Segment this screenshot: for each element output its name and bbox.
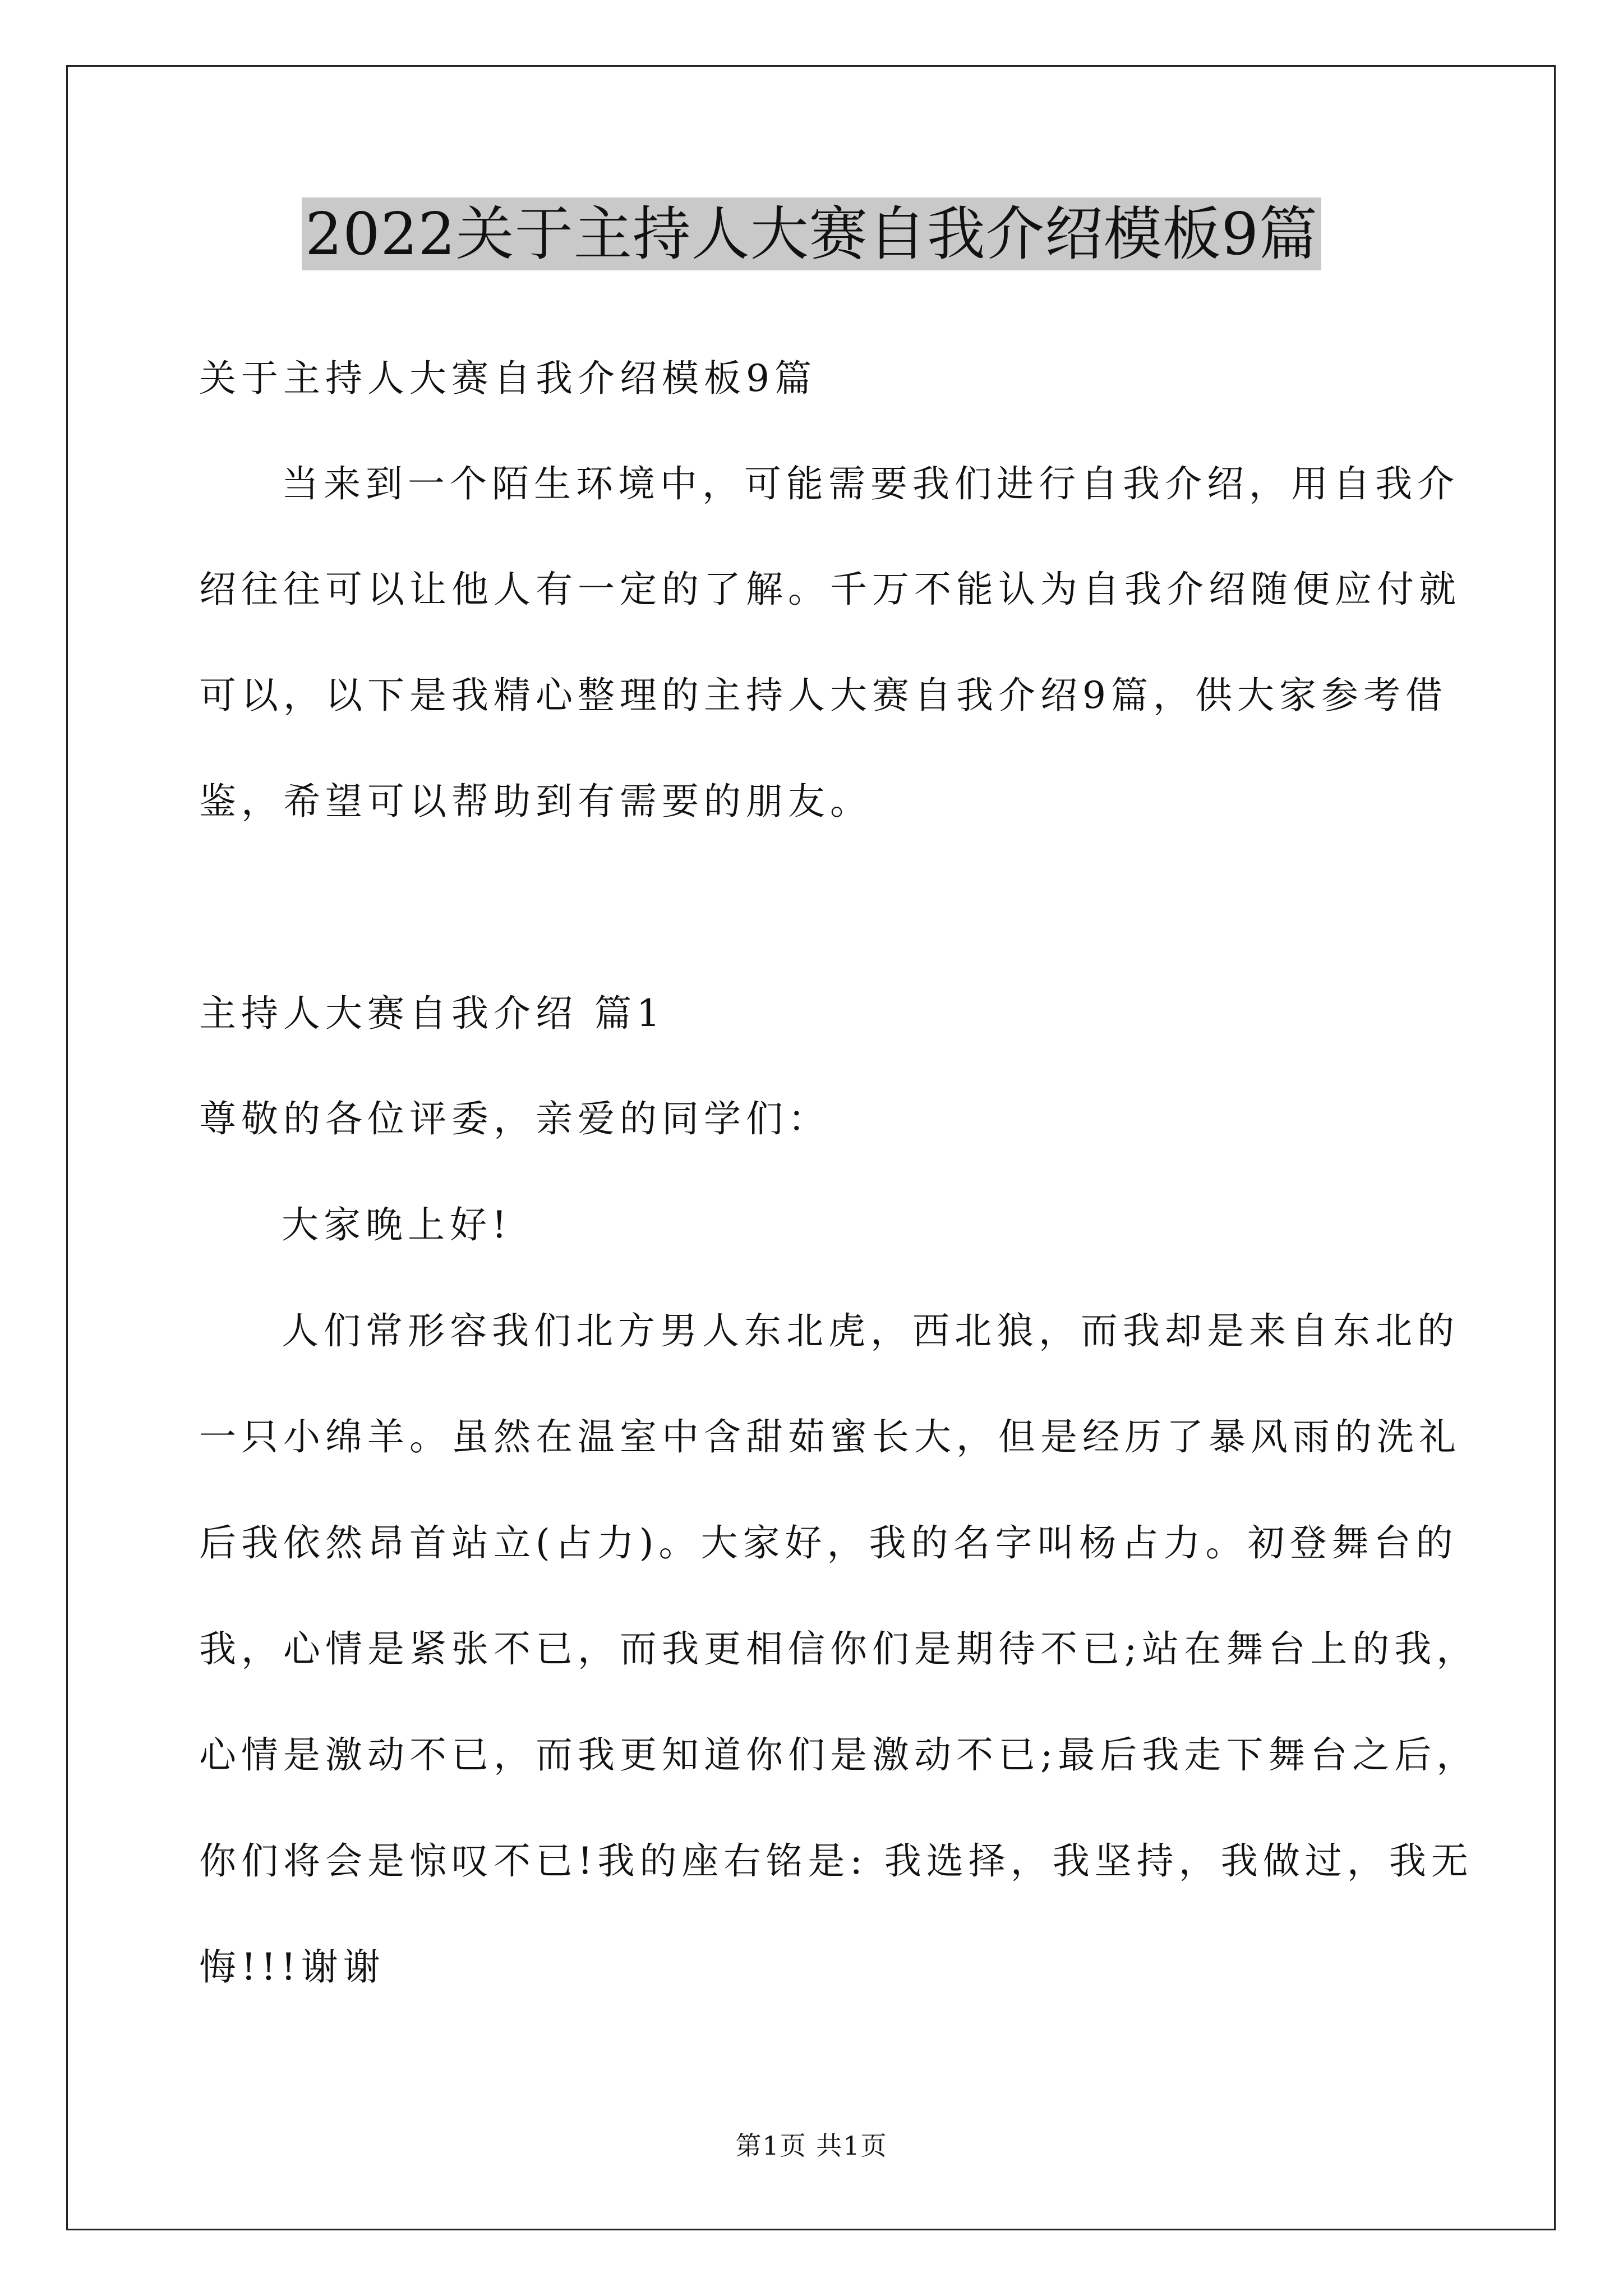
salutation: 尊敬的各位评委，亲爱的同学们：: [199, 1097, 830, 1140]
body-line-5: 心情是激动不已，而我更知道你们是激动不已;最后我走下舞台之后，: [199, 1733, 1479, 1777]
intro-line-2: 绍往往可以让他人有一定的了解。千万不能认为自我介绍随便应付就: [199, 568, 1461, 611]
greeting: 大家晚上好!: [282, 1203, 512, 1246]
section-heading: 主持人大赛自我介绍 篇1: [199, 992, 665, 1035]
document-title-wrapper: [0, 197, 1623, 270]
body-line-1: 人们常形容我们北方男人东北虎，西北狼，而我却是来自东北的: [282, 1309, 1459, 1352]
intro-line-4: 鉴，希望可以帮助到有需要的朋友。: [199, 780, 872, 823]
intro-line-3: 可以，以下是我精心整理的主持人大赛自我介绍9篇，供大家参考借: [199, 674, 1447, 717]
document-title: 2022关于主持人大赛自我介绍模板9篇: [302, 197, 1321, 270]
intro-line-1: 当来到一个陌生环境中，可能需要我们进行自我介绍，用自我介: [282, 462, 1459, 505]
page-footer: 第1页 共1页: [735, 2131, 888, 2161]
document-subtitle: 关于主持人大赛自我介绍模板9篇: [199, 357, 817, 400]
body-line-3: 后我依然昂首站立(占力)。大家好，我的名字叫杨占力。初登舞台的: [199, 1521, 1458, 1565]
body-line-4: 我，心情是紧张不已，而我更相信你们是期待不已;站在舞台上的我，: [199, 1627, 1479, 1671]
body-line-6: 你们将会是惊叹不已!我的座右铭是: 我选择，我坚持，我做过，我无: [199, 1839, 1473, 1883]
body-line-7: 悔!!!谢谢: [199, 1945, 385, 1989]
body-line-2: 一只小绵羊。虽然在温室中含甜茹蜜长大，但是经历了暴风雨的洗礼: [199, 1415, 1461, 1458]
